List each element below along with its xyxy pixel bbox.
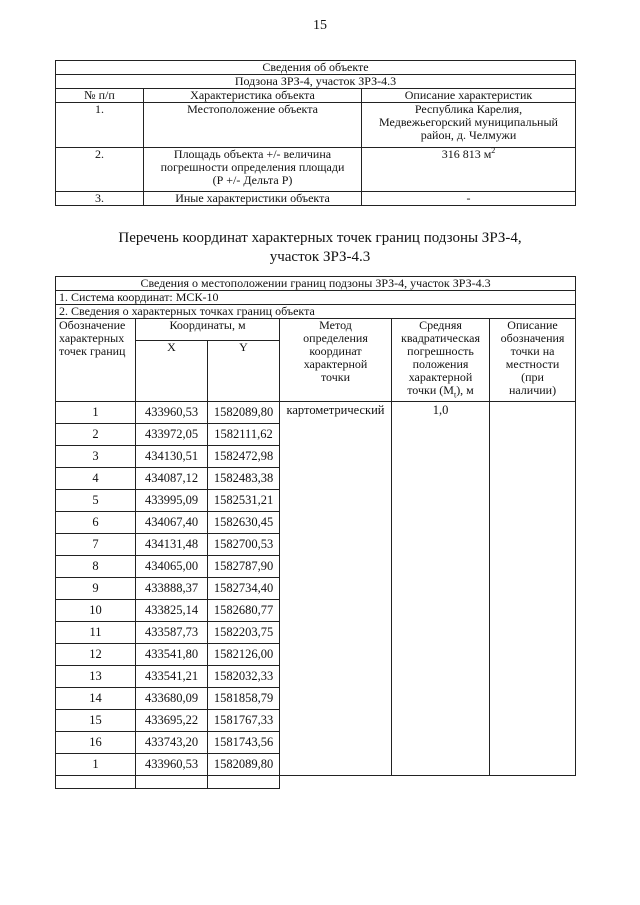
header-error: Средняя квадратическая погрешность положения характерной точки $(M_t)$, м xyxy=(392,319,490,402)
point-x: 434067,40 xyxy=(136,512,208,534)
header-description: Описание обозначения точки на местности (при наличии) xyxy=(490,319,576,402)
header-method: Метод определения координат характерной точки xyxy=(280,319,392,402)
point-id: 3 xyxy=(56,446,136,468)
point-y: 1582700,53 xyxy=(208,534,280,556)
header-point: Обозначение характерных точек границ xyxy=(56,319,136,402)
point-y: 1581743,56 xyxy=(208,732,280,754)
object-table-subtitle: Подзона ЗРЗ-4, участок ЗРЗ-4.3 xyxy=(56,75,576,89)
coordinates-table xyxy=(55,276,576,789)
point-id: 8 xyxy=(56,556,136,578)
error-value: 1,0 xyxy=(392,402,490,776)
point-id: 10 xyxy=(56,600,136,622)
coord-table-title: Сведения о местоположении границ подзоны ЗРЗ-4, участок ЗРЗ-4.3 xyxy=(56,277,576,291)
point-y: 1582089,80 xyxy=(208,402,280,424)
description-value xyxy=(490,402,576,776)
blank-row xyxy=(56,776,576,789)
point-id: 6 xyxy=(56,512,136,534)
point-id: 12 xyxy=(56,644,136,666)
point-y: 1581767,33 xyxy=(208,710,280,732)
point-x: 433541,80 xyxy=(136,644,208,666)
header-characteristic: Характеристика объекта xyxy=(144,89,362,103)
point-x: 433960,53 xyxy=(136,754,208,776)
point-id: 11 xyxy=(56,622,136,644)
point-x: 434087,12 xyxy=(136,468,208,490)
point-id: 5 xyxy=(56,490,136,512)
point-y: 1581858,79 xyxy=(208,688,280,710)
point-x: 433960,53 xyxy=(136,402,208,424)
coord-section: 2. Сведения о характерных точках границ объекта xyxy=(56,305,576,319)
section-heading: Перечень координат характерных точек границ подзоны ЗРЗ-4, участок ЗРЗ-4.3 xyxy=(118,230,522,265)
point-y: 1582111,62 xyxy=(208,424,280,446)
point-x: 434065,00 xyxy=(136,556,208,578)
point-x: 433541,21 xyxy=(136,666,208,688)
point-x: 433995,09 xyxy=(136,490,208,512)
point-x: 433695,22 xyxy=(136,710,208,732)
point-y: 1582472,98 xyxy=(208,446,280,468)
point-y: 1582630,45 xyxy=(208,512,280,534)
point-id: 1 xyxy=(56,402,136,424)
coord-system: 1. Система координат: МСК-10 xyxy=(56,291,576,305)
object-row: 3. Иные характеристики объекта - xyxy=(56,192,576,206)
point-x: 433825,14 xyxy=(136,600,208,622)
point-id: 7 xyxy=(56,534,136,556)
point-y: 1582531,21 xyxy=(208,490,280,512)
point-y: 1582126,00 xyxy=(208,644,280,666)
point-id: 13 xyxy=(56,666,136,688)
object-table-title: Сведения об объекте xyxy=(56,61,576,75)
point-x: 433680,09 xyxy=(136,688,208,710)
object-info-table xyxy=(55,60,576,206)
point-y: 1582734,40 xyxy=(208,578,280,600)
header-x: X xyxy=(136,341,208,402)
point-x: 434130,51 xyxy=(136,446,208,468)
header-num: № п/п xyxy=(56,89,144,103)
point-id: 16 xyxy=(56,732,136,754)
table-row xyxy=(56,402,576,424)
point-x: 433972,05 xyxy=(136,424,208,446)
point-id: 15 xyxy=(56,710,136,732)
point-id: 4 xyxy=(56,468,136,490)
method-value: картометрический xyxy=(280,402,392,776)
point-y: 1582680,77 xyxy=(208,600,280,622)
point-y: 1582089,80 xyxy=(208,754,280,776)
point-x: 433743,20 xyxy=(136,732,208,754)
page-number: 15 xyxy=(313,18,327,33)
point-id: 1 xyxy=(56,754,136,776)
point-y: 1582483,38 xyxy=(208,468,280,490)
object-row: 2. Площадь объекта +/- величина погрешности определения площади (Р +/- Дельта Р) 316 813 $м^2$ xyxy=(56,148,576,192)
point-id: 2 xyxy=(56,424,136,446)
area-value: 316 813 м xyxy=(441,147,492,161)
point-x: 433587,73 xyxy=(136,622,208,644)
point-y: 1582203,75 xyxy=(208,622,280,644)
header-y: Y xyxy=(208,341,280,402)
point-y: 1582787,90 xyxy=(208,556,280,578)
point-id: 14 xyxy=(56,688,136,710)
point-id: 9 xyxy=(56,578,136,600)
point-x: 433888,37 xyxy=(136,578,208,600)
header-description: Описание характеристик xyxy=(362,89,576,103)
object-row: 1. Местоположение объекта Республика Карелия, Медвежьегорский муниципальный район, д. Челмужи xyxy=(56,103,576,148)
point-y: 1582032,33 xyxy=(208,666,280,688)
header-coordinates: Координаты, м xyxy=(136,319,280,341)
point-x: 434131,48 xyxy=(136,534,208,556)
